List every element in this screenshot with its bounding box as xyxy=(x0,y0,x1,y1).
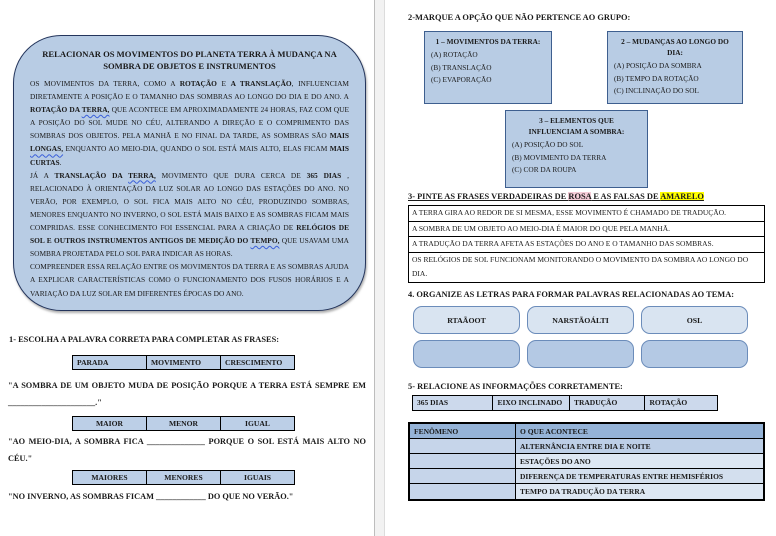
exercise3-heading: 3- PINTE AS FRASES VERDADEIRAS DE ROSA E AS FALSAS DE AMARELO xyxy=(408,192,704,201)
intro-paragraph-1: OS MOVIMENTOS DA TERRA, COMO A ROTAÇÃO E A TRANSLAÇÃO, INFLUENCIAM DIRETAMENTE A POSIÇÃO E O TAMANHO DAS SOMBRAS AO LONGO DO DIA E DO ANO. A ROTAÇÃO DA TERRA, QUE ACONTECE EM APROXIMADAMENTE 24 HORAS, FAZ COM QUE A POSIÇÃO DO SOL MUDE NO CÉU, ALTERANDO A DIREÇÃO E O COMPRIMENTO DAS SOMBRAS DOS OBJETOS. PELA MANHÃ E NO FINAL DA TARDE, AS SOMBRAS SÃO MAIS LONGAS, ENQUANTO AO MEIO-DIA, QUANDO O SOL ESTÁ MAIS ALTO, ELAS FICAM MAIS CURTAS. xyxy=(30,79,349,167)
group-box-2-option-c: (C) INCLINAÇÃO DO SOL xyxy=(614,86,699,95)
group-box-3-title: 3 – ELEMENTOS QUE INFLUENCIAM A SOMBRA: xyxy=(528,116,625,136)
answer-box-3[interactable] xyxy=(641,340,748,368)
match-option-1: 365 DIAS xyxy=(413,396,493,410)
document-page-1[interactable] xyxy=(0,0,374,536)
word-bank-3-cell-1: MAIORES xyxy=(73,471,147,484)
match-options-row xyxy=(412,395,718,411)
match-table-row-4 xyxy=(410,484,763,499)
exercise4-heading: 4. ORGANIZE AS LETRAS PARA FORMAR PALAVRAS RELACIONADAS AO TEMA: xyxy=(408,290,735,299)
group-box-3 xyxy=(505,110,648,188)
fill-sentence-1: "A SOMBRA DE UM OBJETO MUDA DE POSIÇÃO PORQUE A TERRA ESTÁ SEMPRE EM _____________________." xyxy=(8,381,366,407)
group-box-1-option-a: (A) ROTAÇÃO xyxy=(431,50,478,59)
word-bank-1 xyxy=(72,355,295,370)
match-table-row-2 xyxy=(410,454,763,469)
group-box-3-option-c: (C) COR DA ROUPA xyxy=(512,165,577,174)
match-option-3: TRADUÇÃO xyxy=(570,396,646,410)
match-option-4: ROTAÇÃO xyxy=(649,398,688,407)
match-table-blank-cell-1[interactable] xyxy=(410,439,516,453)
word-bank-3 xyxy=(72,470,295,485)
fill-sentence-3: "NO INVERNO, AS SOMBRAS FICAM ____________ DO QUE NO VERÃO." xyxy=(8,492,294,501)
group-box-2 xyxy=(607,31,743,104)
match-table-header-row xyxy=(410,424,763,439)
exercise2-heading: 2-MARQUE A OPÇÃO QUE NÃO PERTENCE AO GRUPO: xyxy=(408,13,631,22)
match-table xyxy=(408,422,765,501)
match-table-row-3 xyxy=(410,469,763,484)
word-bank-2 xyxy=(72,416,295,431)
word-bank-2-cell-1: MAIOR xyxy=(73,417,147,430)
answer-boxes-row xyxy=(413,340,748,368)
page-gap-divider xyxy=(374,0,385,536)
word-bank-2-cell-3: IGUAL xyxy=(245,419,270,428)
group-box-3-option-b: (B) MOVIMENTO DA TERRA xyxy=(512,152,607,162)
match-table-blank-cell-2[interactable] xyxy=(410,454,516,468)
group-box-2-option-a: (A) POSIÇÃO DA SOMBRA xyxy=(614,61,702,70)
match-table-value-cell-1: ALTERNÂNCIA ENTRE DIA E NOITE xyxy=(516,439,763,453)
match-table-blank-cell-4[interactable] xyxy=(410,484,516,499)
exercise1-heading: 1- ESCOLHA A PALAVRA CORRETA PARA COMPLETAR AS FRASES: xyxy=(9,335,280,344)
intro-title: RELACIONAR OS MOVIMENTOS DO PLANETA TERRA À MUDANÇA NA SOMBRA DE OBJETOS E INSTRUMENTOS xyxy=(42,49,337,71)
scrambled-word-box-3: OSL xyxy=(641,306,748,334)
scrambled-words-row xyxy=(413,306,748,334)
match-table-value-cell-3: DIFERENÇA DE TEMPERATURAS ENTRE HEMISFÉRIOS xyxy=(516,469,763,483)
group-box-1-title: 1 – MOVIMENTOS DA TERRA: xyxy=(435,37,541,46)
scrambled-word-box-2: NARSTÃOÁLTI xyxy=(527,306,634,334)
word-bank-3-cell-2: MENORES xyxy=(147,471,221,484)
intro-text-box xyxy=(13,35,366,311)
word-bank-1-cell-1: PARADA xyxy=(73,356,147,369)
answer-box-2[interactable] xyxy=(527,340,634,368)
match-table-header-right: O QUE ACONTECE xyxy=(516,424,763,438)
match-table-value-cell-2: ESTAÇÕES DO ANO xyxy=(516,454,763,468)
statement-row-1: A TERRA GIRA AO REDOR DE SI MESMA, ESSE MOVIMENTO É CHAMADO DE TRADUÇÃO. xyxy=(409,206,764,222)
scrambled-word-box-1: RTAÃOOT xyxy=(413,306,520,334)
intro-paragraph-2: JÁ A TRANSLAÇÃO DA TERRA, MOVIMENTO QUE DURA CERCA DE 365 DIAS , RELACIONADO À ORIENTAÇÃO DA LUZ SOLAR AO LONGO DAS ESTAÇÕES DO ANO. NO VERÃO, POR EXEMPLO, O SOL FICA MAIS ALTO NO CÉU, PRODUZINDO SOMBRAS, MENORES ENQUANTO NO INVERNO, O SOL ESTÁ MAIS BAIXO E AS SOMBRAS FICAM MAIS COMPRIDAS. ESSE CONHECIMENTO FOI ESSENCIAL PARA A CRIAÇÃO DE RELÓGIOS DE SOL E OUTROS INSTRUMENTOS ANTIGOS DE MEDIÇÃO DO TEMPO, QUE USAVAM UMA SOMBRA PROJETADA PELO SOL PARA INDICAR AS HORAS. xyxy=(30,170,349,259)
statement-row-3: A TRADUÇÃO DA TERRA AFETA AS ESTAÇÕES DO ANO E O TAMANHO DAS SOMBRAS. xyxy=(409,237,764,253)
match-table-value-cell-4: TEMPO DA TRADUÇÃO DA TERRA xyxy=(516,484,763,499)
exercise5-heading: 5- RELACIONE AS INFORMAÇÕES CORRETAMENTE: xyxy=(408,382,623,391)
word-bank-1-cell-3: CRESCIMENTO xyxy=(225,358,283,367)
group-box-2-option-b: (B) TEMPO DA ROTAÇÃO xyxy=(614,73,699,83)
match-table-header-left: FENÔMENO xyxy=(410,424,516,438)
group-box-2-title: 2 – MUDANÇAS AO LONGO DO DIA: xyxy=(621,37,729,57)
statement-row-4: OS RELÓGIOS DE SOL FUNCIONAM MONITORANDO O MOVIMENTO DA SOMBRA AO LONGO DO DIA. xyxy=(412,254,749,278)
match-table-row-1 xyxy=(410,439,763,454)
word-bank-3-cell-3: IGUAIS xyxy=(243,473,271,482)
word-bank-1-cell-2: MOVIMENTO xyxy=(147,356,221,369)
match-table-blank-cell-3[interactable] xyxy=(410,469,516,483)
match-option-2: EIXO INCLINADO xyxy=(493,396,570,410)
fill-sentence-2: "AO MEIO-DIA, A SOMBRA FICA ______________ PORQUE O SOL ESTÁ MAIS ALTO NO CÉU." xyxy=(8,437,366,463)
word-bank-2-cell-2: MENOR xyxy=(147,417,221,430)
group-box-1-option-c: (C) EVAPORAÇÃO xyxy=(431,75,492,84)
document-page-2[interactable] xyxy=(385,0,776,536)
statement-row-2: A SOMBRA DE UM OBJETO AO MEIO-DIA É MAIOR DO QUE PELA MANHÃ. xyxy=(409,222,764,238)
group-box-1 xyxy=(424,31,552,104)
answer-box-1[interactable] xyxy=(413,340,520,368)
group-box-3-option-a: (A) POSIÇÃO DO SOL xyxy=(512,140,584,149)
group-box-1-option-b: (B) TRANSLAÇÃO xyxy=(431,62,492,72)
statements-table xyxy=(408,205,765,283)
intro-paragraph-3: COMPREENDER ESSA RELAÇÃO ENTRE OS MOVIMENTOS DA TERRA E AS SOMBRAS AJUDA A EXPLICAR CARACTERÍSTICAS COMO O FUNCIONAMENTO DOS FUSOS HORÁRIOS E A VARIAÇÃO DA LUZ SOLAR EM DIFERENTES ÉPOCAS DO ANO. xyxy=(30,262,349,298)
